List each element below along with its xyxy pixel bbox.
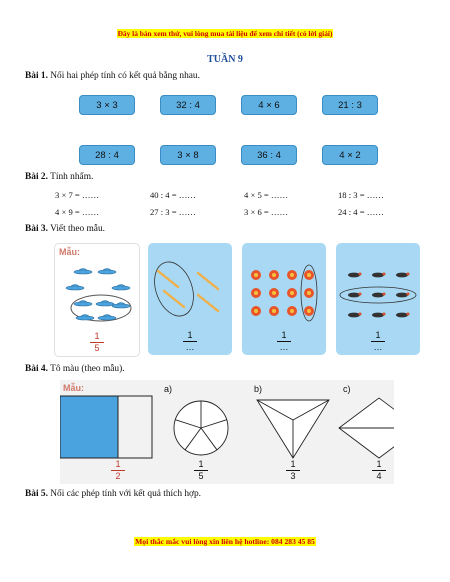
- hats-illustration: [55, 260, 139, 340]
- preview-banner: Đây là bản xem thử, vui lòng mua tài liệu để xem chi tiết (có lời giải): [117, 29, 333, 38]
- pencils-card: [148, 243, 232, 355]
- fraction: 1 …: [368, 331, 388, 352]
- flowers-card: [242, 243, 326, 355]
- sample-label: Mẫu:: [59, 247, 80, 257]
- shapes-panel: [60, 380, 394, 484]
- fraction: 1 2: [108, 460, 128, 481]
- expression-card[interactable]: 4 × 2: [322, 145, 378, 165]
- exercise-2-heading: Bài 2. Tính nhẩm.: [25, 172, 94, 182]
- expression-card[interactable]: 21 : 3: [322, 95, 378, 115]
- mental-math-item: 3 × 6 = ……: [244, 207, 289, 217]
- mental-math-item: 4 × 5 = ……: [244, 190, 289, 200]
- exercise-4-heading: Bài 4. Tô màu (theo mẫu).: [25, 364, 125, 374]
- part-label: c): [343, 384, 351, 394]
- mental-math-item: 27 : 3 = ……: [150, 207, 196, 217]
- mental-math-item: 18 : 3 = ……: [338, 190, 384, 200]
- mental-math-item: 40 : 4 = ……: [150, 190, 196, 200]
- expression-card[interactable]: 36 : 4: [241, 145, 297, 165]
- expression-card[interactable]: 3 × 3: [79, 95, 135, 115]
- birds-illustration: [336, 261, 420, 341]
- fraction: 1 5: [191, 460, 211, 481]
- part-label: a): [164, 384, 173, 394]
- part-label: b): [254, 384, 263, 394]
- birds-card: [336, 243, 420, 355]
- mental-math-item: 24 : 4 = ……: [338, 207, 384, 217]
- expression-card[interactable]: 28 : 4: [79, 145, 135, 165]
- fraction: 1 …: [274, 331, 294, 352]
- exercise-1-heading: Bài 1. Nối hai phép tính có kết quả bằng nhau.: [25, 71, 200, 81]
- fraction: 1 3: [283, 460, 303, 481]
- expression-card[interactable]: 4 × 6: [241, 95, 297, 115]
- exercise-3-heading: Bài 3. Viết theo mẫu.: [25, 224, 105, 234]
- expression-card[interactable]: 32 : 4: [160, 95, 216, 115]
- sample-label: Mẫu:: [63, 383, 84, 393]
- mental-math-item: 4 × 9 = ……: [55, 207, 100, 217]
- exercise-5-heading: Bài 5. Nối các phép tính với kết quả thích hợp.: [25, 489, 202, 499]
- mental-math-item: 3 × 7 = ……: [55, 190, 100, 200]
- hotline-footer: Mọi thắc mắc vui lòng xin liên hệ hotline: 084 283 45 85: [135, 537, 315, 546]
- fraction: 1 4: [369, 460, 389, 481]
- shapes-illustration: [60, 390, 394, 466]
- fraction: 1 5: [87, 332, 107, 353]
- fraction: 1 …: [180, 331, 200, 352]
- sample-card: [54, 243, 140, 357]
- week-title: TUẦN 9: [207, 54, 243, 65]
- expression-card[interactable]: 3 × 8: [160, 145, 216, 165]
- pencils-illustration: [148, 257, 232, 337]
